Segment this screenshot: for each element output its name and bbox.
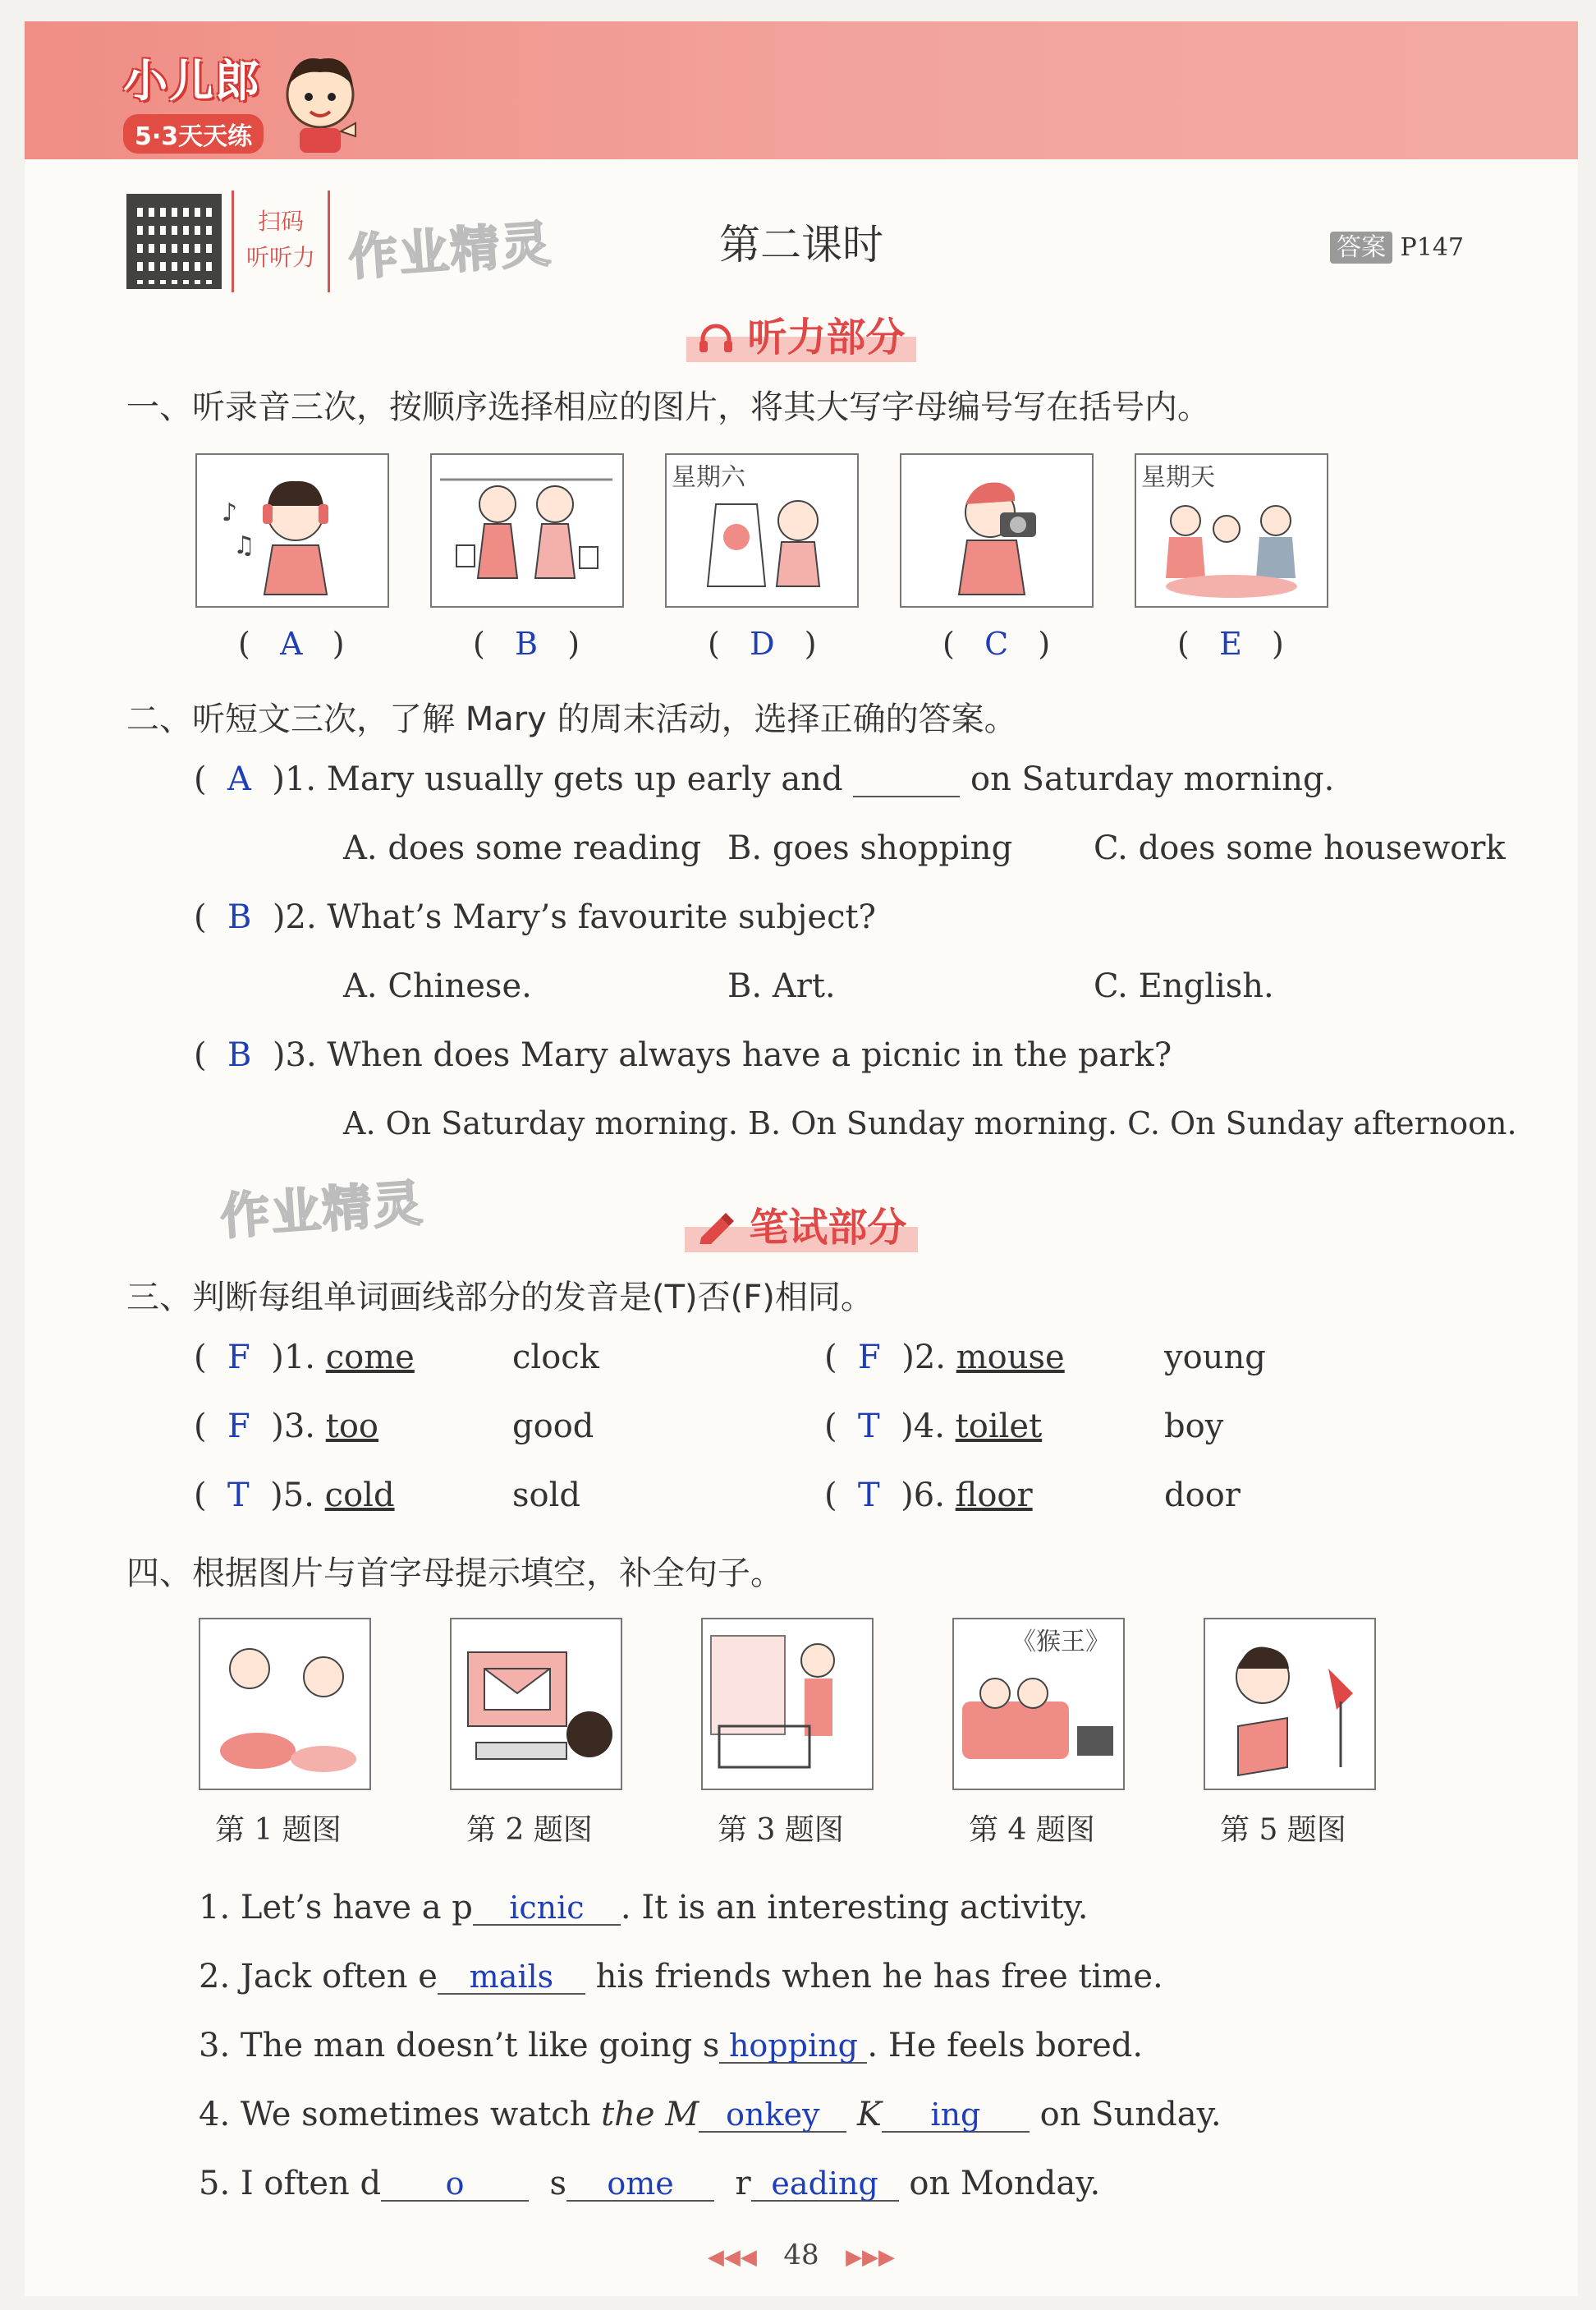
q4-sentence-4-blank-1[interactable]: onkey (699, 2098, 846, 2133)
worksheet-page (25, 21, 1578, 2296)
q4-sentence-4: 4. We sometimes watch the M onkey K ing on Sunday. (199, 2096, 1222, 2133)
q3-item-4-word2: boy (1164, 1408, 1224, 1445)
svg-text:♪: ♪ (222, 498, 238, 527)
q4-caption-3: 第 3 题图 (718, 1813, 844, 1847)
q2-item-1-option-a: A. does some reading (343, 829, 702, 867)
q2-item-3-option-b: B. On Sunday morning. (748, 1105, 1117, 1141)
q3-item-2: ( F )2. mouse (824, 1339, 1065, 1376)
q4-sentence-4-blank-2[interactable]: ing (882, 2098, 1030, 2133)
q4-picture-5 (1204, 1618, 1376, 1790)
boy-with-camera-icon (901, 455, 1092, 606)
header-banner (25, 21, 1578, 159)
lesson-title: 第二课时 (719, 221, 883, 269)
q4-caption-5: 第 5 题图 (1220, 1813, 1346, 1847)
q3-item-1: ( F )1. come (194, 1339, 415, 1376)
q4-picture-4-label: 《猴王》 (1011, 1628, 1110, 1656)
boy-reading-book-icon (1205, 1619, 1374, 1789)
q1-picture-3-label: 星期六 (672, 463, 745, 492)
q4-picture-4 (952, 1618, 1125, 1790)
page-number: 48 (783, 2239, 819, 2271)
q1-picture-3 (665, 453, 859, 608)
computer-email-icon (452, 1619, 621, 1789)
q4-sentence-5-blank-2[interactable]: ome (566, 2167, 714, 2202)
q1-answer-3: ( D ) (708, 626, 817, 662)
q2-item-1-option-b: B. goes shopping (727, 829, 1013, 867)
q4-picture-2 (450, 1618, 622, 1790)
next-arrows-icon: ▶▶▶ (846, 2245, 896, 2270)
girl-listening-music-icon (197, 455, 388, 606)
q4-sentence-5-blank-1[interactable]: o (381, 2167, 529, 2202)
page-footer (25, 2239, 1578, 2271)
man-shopping-cart-icon (703, 1619, 872, 1789)
q2-title: 二、听短文三次，了解 Mary 的周末活动，选择正确的答案。 (126, 700, 1017, 738)
q2-item-3: ( B )3. When does Mary always have a picnic in the park? (194, 1036, 1172, 1074)
listening-heading (25, 305, 1578, 362)
writing-heading-text: 笔试部分 (749, 1205, 907, 1251)
q4-sentence-1: 1. Let’s have a p icnic . It is an interesting activity. (199, 1889, 1089, 1927)
mascot-icon (271, 49, 369, 156)
q4-sentence-5-blank-3[interactable]: eading (751, 2167, 899, 2202)
q4-caption-1: 第 1 题图 (215, 1813, 342, 1847)
q2-item-1: ( A )1. Mary usually gets up early and on Saturday morning. (194, 760, 1335, 798)
girls-shopping-icon (432, 455, 622, 606)
brand-logo (123, 46, 264, 154)
q1-picture-2 (430, 453, 624, 608)
q2-item-2-option-a: A. Chinese. (343, 967, 532, 1005)
kids-picnic-food-icon (200, 1619, 369, 1789)
writing-heading (25, 1196, 1578, 1252)
q2-item-1-blank[interactable] (853, 763, 960, 797)
q3-item-3-word2: good (512, 1408, 594, 1445)
answer-reference (1330, 227, 1464, 263)
q2-item-2: ( B )2. What’s Mary’s favourite subject? (194, 898, 876, 936)
svg-text:♫: ♫ (233, 531, 255, 560)
q2-item-3-option-c: C. On Sunday afternoon. (1127, 1105, 1517, 1141)
q4-sentence-2-blank[interactable]: mails (438, 1960, 585, 1995)
q1-picture-4 (900, 453, 1094, 608)
q2-item-3-options (343, 1105, 1517, 1141)
q2-item-2-option-b: B. Art. (727, 967, 836, 1005)
q4-caption-2: 第 2 题图 (466, 1813, 593, 1847)
q3-item-2-word2: young (1164, 1339, 1266, 1376)
q1-title: 一、听录音三次，按顺序选择相应的图片，将其大写字母编号写在括号内。 (126, 388, 1210, 426)
q1-answer-2: ( B ) (473, 626, 580, 662)
q1-answer-1: ( A ) (238, 626, 345, 662)
q3-title: 三、判断每组单词画线部分的发音是(T)否(F)相同。 (126, 1279, 874, 1316)
answer-tag: 答案 (1330, 232, 1392, 264)
brand-subtitle: 5·3天天练 (123, 114, 264, 154)
q3-item-5: ( T )5. cold (194, 1476, 395, 1514)
q4-sentence-3: 3. The man doesn’t like going s hopping . He feels bored. (199, 2027, 1144, 2064)
answer-page: P147 (1400, 233, 1464, 262)
q1-picture-5-label: 星期天 (1141, 463, 1215, 492)
q4-sentence-2: 2. Jack often e mails his friends when he has free time. (199, 1958, 1163, 1995)
q3-item-4: ( T )4. toilet (824, 1408, 1043, 1445)
scan-hint-line1: 扫码 (257, 208, 304, 235)
pencil-icon (696, 1211, 736, 1244)
q4-caption-4: 第 4 题图 (969, 1813, 1095, 1847)
q4-sentence-5: 5. I often d o s ome r eading on Monday. (199, 2165, 1101, 2202)
listening-heading-text: 听力部分 (747, 315, 906, 361)
q2-item-2-option-c: C. English. (1094, 967, 1274, 1005)
q1-picture-5 (1135, 453, 1328, 608)
q2-item-3-option-a: A. On Saturday morning. (343, 1105, 739, 1141)
brand-name: 小儿郎 (123, 55, 261, 107)
q3-item-1-word2: clock (512, 1339, 599, 1376)
q3-item-6: ( T )6. floor (824, 1476, 1033, 1514)
q4-picture-1 (199, 1618, 371, 1790)
scan-hint-line2: 听听力 (245, 244, 315, 271)
q4-picture-3 (701, 1618, 874, 1790)
q3-item-6-word2: door (1164, 1476, 1241, 1514)
headphones-icon (698, 321, 734, 354)
q4-title: 四、根据图片与首字母提示填空，补全句子。 (126, 1555, 783, 1592)
watermark: 作业精灵 (346, 215, 554, 287)
q1-answer-4: ( C ) (942, 626, 1051, 662)
q3-item-3: ( F )3. too (194, 1408, 378, 1445)
q1-answer-5: ( E ) (1177, 626, 1284, 662)
prev-arrows-icon: ◀◀◀ (707, 2245, 757, 2270)
q4-sentence-1-blank[interactable]: icnic (473, 1891, 621, 1926)
q1-picture-1 (195, 453, 389, 608)
q2-item-1-option-c: C. does some housework (1094, 829, 1506, 867)
q3-item-5-word2: sold (512, 1476, 581, 1514)
watermark-2: 作业精灵 (218, 1174, 426, 1247)
q4-sentence-3-blank[interactable]: hopping (719, 2029, 867, 2064)
